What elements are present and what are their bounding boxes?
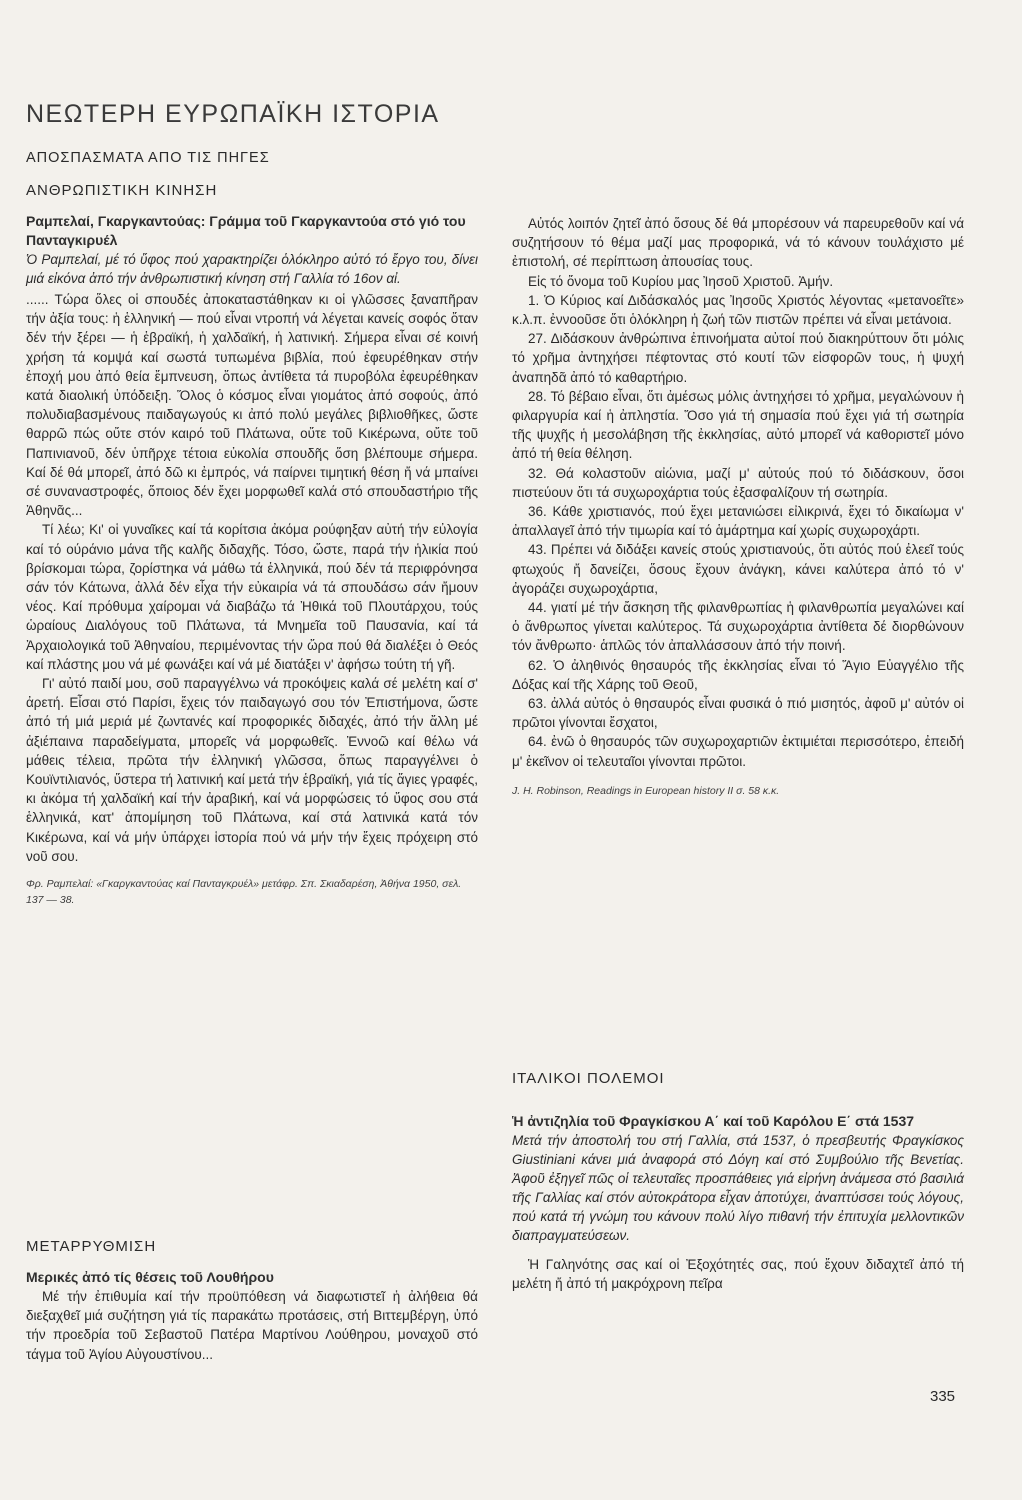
paragraph: Ἡ Γαληνότης σας καί οἱ Ἐξοχότητές σας, πού ἔχουν διδαχτεῖ ἀπό τή μελέτη ἤ ἀπό τή μακρόχρονη πεῖρα — [512, 1257, 964, 1292]
luther-excerpt — [26, 1268, 478, 1364]
source-citation-robinson: J. H. Robinson, Readings in European history II σ. 58 κ.κ. — [512, 784, 780, 797]
excerpt-intro-rabelais: Ὁ Ραμπελαί, μέ τό ὕφος πού χαρακτηρίζει ὁλόκληρο αὐτό τό ἔργο του, δίνει μιά εἰκόνα ἀπό τήν ἀνθρωπιστική κίνηση στή Γαλλία τό 16ον αἰ. — [26, 252, 478, 286]
paragraph: Εἰς τό ὄνομα τοῦ Κυρίου μας Ἰησοῦ Χριστοῦ. Ἀμήν. — [528, 273, 834, 289]
excerpt-intro-giustiniani: Μετά τήν ἀποστολή του στή Γαλλία, στά 1537, ὁ πρεσβευτής Φραγκίσκος Giustiniani κάνει μιά ἀναφορά στό Δόγη καί στό Συμβούλιο τῆς Βενετίας. Ἀφοῦ ἐξηγεῖ πῶς οἱ τελευταῖες προσπάθειες γιά εἰρήνη ἀνάμεσα στό βασιλιά τῆς Γαλλίας καί στόν αὐτοκράτορα εἶχαν ἀποτύχει, ἀναπτύσσει τούς λόγους, πού κατά τή γνώμη του κάνουν πολύ λίγο πιθανή τήν ἐπιτυχία μελλοντικῶν διαπραγματεύσεων. — [512, 1133, 964, 1243]
paragraph: ...... Τώρα ὅλες οἱ σπουδές ἀποκαταστάθηκαν κι οἱ γλῶσσες ξαναπῆραν τήν ἀξία τους: ἡ ἑλληνική — πού εἶναι ντροπή νά λέγεται κανείς σοφός ὅταν δέν τήν ξέρει — ἡ ἑβραϊκή, ἡ χαλδαϊκή, ἡ λατινική. Σήμερα εἶναι σέ κοινή χρήση τά κομψά καί σωστά τυπωμένα βιβλία, πού ἐφευρέθηκαν στήν ἐποχή μου ἀπό θεία ἔμπνευση, ὅπως ἀντίθετα τά πυροβόλα ἐφευρέθηκαν κατά διαολική ὑπόδειξη. Ὅλος ὁ κόσμος εἶναι γιομάτος ἀπό σοφούς, ἀπό πολυδιαβασμένους παιδαγωγούς κι ἀπό πολύ μεγάλες βιβλιοθῆκες, ὥστε θαρρῶ πώς οὔτε στόν καιρό τοῦ Πλάτωνα, οὔτε τοῦ Κικέρωνα, οὔτε τοῦ Παπινιανοῦ, δέν ὑπῆρχε τέτοια εὐκολία σπουδῆς ὅση βλέπουμε σήμερα. Καί δέ θά μπορεῖ, ἀπό δῶ κι ἐμπρός, νά παίρνει τιμητική θέση ἤ νά μπαίνει σέ συναναστροφές, ὅποιος δέν ἔχει μορφωθεῖ καλά στό σπουδαστήριο τῆς Ἀθηνᾶς... — [26, 292, 478, 519]
excerpt-title-giustiniani: Ἡ ἀντιζηλία τοῦ Φραγκίσκου Α΄ καί τοῦ Καρόλου Ε΄ στά 1537 — [512, 1113, 915, 1129]
section-heading-humanism: ΑΝΘΡΩΠΙΣΤΙΚΗ ΚΙΝΗΣΗ — [26, 182, 218, 199]
source-citation-rabelais: Φρ. Ραμπελαί: «Γκαργκαντούας καί Πανταγκρυέλ» μετάφρ. Σπ. Σκιαδαρέση, Ἀθήνα 1950, σελ. 137 — 38. — [26, 878, 462, 907]
paragraph: Μέ τήν ἐπιθυμία καί τήν προϋπόθεση νά διαφωτιστεῖ ἡ ἀλήθεια θά διεξαχθεῖ μιά συζήτηση γιά τίς παρακάτω προτάσεις, στή Βιττεμβέργη, ὑπό τήν προεδρία τοῦ Σεβαστοῦ Πατέρα Μαρτίνου Λούθηρου, μοναχοῦ στό τάγμα τοῦ Ἁγίου Αὐγουστίνου... — [26, 1289, 478, 1362]
thesis-item: 62. Ὁ ἀληθινός θησαυρός τῆς ἐκκλησίας εἶναι τό Ἅγιο Εὐαγγέλιο τῆς Δόξας καί τῆς Χάρης τοῦ Θεοῦ, — [512, 657, 964, 692]
thesis-item: 63. ἀλλά αὐτός ὁ θησαυρός εἶναι φυσικά ὁ πιό μισητός, ἀφοῦ μ' αὐτόν οἱ πρῶτοι γίνονται ἔσχατοι, — [512, 696, 964, 731]
thesis-item: 44. γιατί μέ τήν ἄσκηση τῆς φιλανθρωπίας ἡ φιλανθρωπία μεγαλώνει καί ὁ ἄνθρωπος γίνεται καλύτερος. Τά συχωροχάρτια ἀντίθετα δέ διορθώνουν τόν ἄνθρωπο· ἁπλῶς τόν ἀπαλλάσσουν ἀπό τήν ποινή. — [512, 600, 964, 654]
excerpt-title-rabelais: Ραμπελαί, Γκαργκαντούας: Γράμμα τοῦ Γκαργκαντούα στό γιό του Πανταγκιρυέλ — [26, 213, 466, 248]
page-subtitle: ΑΠΟΣΠΑΣΜΑΤΑ ΑΠΟ ΤΙΣ ΠΗΓΕΣ — [26, 150, 270, 166]
excerpt-body-giustiniani — [512, 1255, 964, 1293]
paragraph: Τί λέω; Κι' οἱ γυναῖκες καί τά κορίτσια ἀκόμα ρούφηξαν αὐτή τήν εὐλογία καί τό ούράνιο μάνα τῆς καλῆς διδαχῆς. Τόσο, ὥστε, παρά τήν ἡλικία πού βρίσκομαι τώρα, ζορίστηκα νά μάθω τά ἑλληνικά, πού δέν τά περιφρόνησα σάν τόν Κάτωνα, ἀλλά δέν εἶχα τήν εὐκαιρία νά τά σπουδάσω σάν ἤμουν νέος. Καί πρόθυμα χαίρομαι νά διαβάζω τά Ἠθικά τοῦ Πλουτάρχου, τούς ὡραίους Διαλόγους τοῦ Πλάτωνα, τά Μνημεῖα τοῦ Παυσανία, καί τά Ἀρχαιολογικά τοῦ Ἀθηναίου, περιμένοντας τήν ὥρα πού θά διαλέξει ὁ Θεός καί πλάστης μου νά μέ φωνάξει καί νά μέ διατάξει ν' ἀφήσω τούτη τή γῆ. — [26, 522, 478, 672]
section-heading-reformation: ΜΕΤΑΡΡΥΘΜΙΣΗ — [26, 1238, 157, 1255]
thesis-item: 32. Θά κολαστοῦν αἰώνια, μαζί μ' αὐτούς πού τό διδάσκουν, ὅσοι πιστεύουν ὅτι τά συχωροχάρτια τούς ἐξασφαλίζουν τή σωτηρία. — [512, 465, 964, 500]
page-title: ΝΕΩΤΕΡΗ ΕΥΡΩΠΑΪΚΗ ΙΣΤΟΡΙΑ — [26, 100, 440, 128]
thesis-item: 43. Πρέπει νά διδάξει κανείς στούς χριστιανούς, ὅτι αὐτός πού ἐλεεῖ τούς φτωχούς ἤ δανείζει, ὅσους ἔχουν ἀνάγκη, κάνει καλύτερα ἀπό τό ν' ἀγοράζει συχωροχάρτια, — [512, 542, 964, 596]
giustiniani-excerpt — [512, 1112, 964, 1293]
page-number: 335 — [930, 1388, 956, 1405]
thesis-item: 27. Διδάσκουν ἀνθρώπινα ἐπινοήματα αὐτοί πού διακηρύττουν ὅτι μόλις τό χρῆμα ἀντηχήσει πέφτοντας στό κουτί τῶν εἰσφορῶν τους, ἡ ψυχή ἀναπηδᾶ ἀπό τό καθαρτήριο. — [512, 331, 964, 385]
excerpt-title-luther: Μερικές ἀπό τίς θέσεις τοῦ Λουθήρου — [26, 1269, 274, 1285]
theses-body — [512, 214, 964, 771]
thesis-item: 64. ἐνῶ ὁ θησαυρός τῶν συχωροχαρτιῶν ἐκτιμιέται περισσότερο, ἐπειδή μ' ἐκεῖνον οἱ τελευταῖοι γίνονται πρῶτοι. — [512, 734, 964, 769]
paragraph: Αὐτός λοιπόν ζητεῖ ἀπό ὅσους δέ θά μπορέσουν νά παρευρεθοῦν καί νά συζητήσουν τό θέμα μαζί μας προφορικά, νά τό κάνουν τουλάχιστο μέ ἐπιστολή, σέ περίπτωση ἀπουσίας τους. — [512, 216, 964, 270]
thesis-item: 1. Ὁ Κύριος καί Διδάσκαλός μας Ἰησοῦς Χριστός λέγοντας «μετανοεῖτε» κ.λ.π. ἐννοοῦσε ὅτι ὁλόκληρη ἡ ζωή τῶν πιστῶν πρέπει νά εἶναι μετάνοια. — [512, 292, 964, 328]
paragraph: Γι' αὐτό παιδί μου, σοῦ παραγγέλνω νά προκόψεις καλά σέ μελέτη καί σ' ἀρετή. Εἶσαι στό Παρίσι, ἔχεις τόν παιδαγωγό σου τόν Ἐπιστήμονα, ὥστε ἀπό τή μιά μεριά μέ ζωντανές καί προφορικές διδαχές, ἀπό τήν ἄλλη μέ ἀξιέπαινα παραδείγματα, μπορεῖς νά μορφωθεῖς. Ἐννοῶ καί θέλω νά μάθεις τέλεια, πρῶτα τήν ἑλληνική γλῶσσα, ὅπως παραγγέλνει ὁ Κουϊντιλιανός, ὕστερα τή λατινική καί μετά τήν ἑβραϊκή, γιά τίς ἅγιες γραφές, κι ἀκόμα τή χαλδαϊκή καί τήν ἀραβική, καί νά μορφώσεις τό ὕφος σου στά ἑλληνικά, κατ' ἀπομίμηση τοῦ Πλάτωνα, καί στά λατινικά κατά τόν Κικέρωνα, καί νά μήν ὑπάρχει ἱστορία πού νά μήν τήν ἔχεις πρόχειρη στό νοῦ σου. — [26, 676, 478, 864]
section-heading-italian-wars: ΙΤΑΛΙΚΟΙ ΠΟΛΕΜΟΙ — [512, 1070, 665, 1087]
luther-theses — [512, 214, 964, 799]
thesis-item: 28. Τό βέβαιο εἶναι, ὅτι ἀμέσως μόλις ἀντηχήσει τό χρῆμα, μεγαλώνουν ἡ φιλαργυρία καί ἡ ἀπληστία. Ὅσο γιά τή σημασία πού ἔχει γιά τή σωτηρία τῆς ψυχῆς ἡ μεσολάβηση τῆς ἐκκλησίας, αὐτό μπορεῖ νά καθοριστεῖ μόνο ἀπό τή θεία θέληση. — [512, 388, 964, 462]
rabelais-excerpt — [26, 212, 478, 908]
excerpt-body-rabelais — [26, 290, 478, 866]
thesis-item: 36. Κάθε χριστιανός, πού ἔχει μετανιώσει εἰλικρινά, ἔχει τό δικαίωμα ν' ἀπαλλαγεῖ ἀπό τήν τιμωρία καί τό ἁμάρτημα καί χωρίς συχωροχάρτι. — [512, 504, 964, 539]
excerpt-body-luther — [26, 1287, 478, 1364]
